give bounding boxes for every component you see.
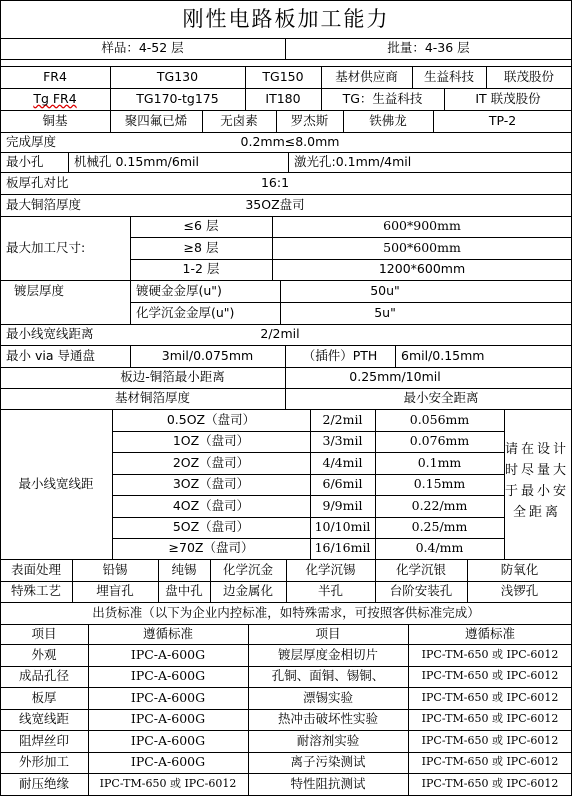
material-halogen-free: 无卤素 xyxy=(220,112,258,128)
copper-mm: 0.15mm xyxy=(413,476,466,492)
shipping-item: 漂锡实验 xyxy=(302,689,353,705)
copper-mil: 9/9mil xyxy=(322,497,363,513)
copper-mil: 10/10mil xyxy=(314,519,371,535)
special-step-hole: 台阶安装孔 xyxy=(389,583,453,599)
shipping-item: 孔铜、面铜、锡铜、 xyxy=(271,668,385,684)
shipping-item: 特性阻抗测试 xyxy=(290,775,366,791)
surface-osp: 防氧化 xyxy=(500,561,539,577)
shipping-standard: IPC-TM-650 或 IPC-6012 xyxy=(421,733,559,747)
copper-oz: 2OZ（盘司） xyxy=(172,454,250,470)
copper-oz: ≥70Z（盘司） xyxy=(168,540,254,556)
pth-value: 6mil/0.15mm xyxy=(401,347,485,363)
min-line-width-label: 最小线宽线距 xyxy=(18,475,94,491)
material-copper-base: 铜基 xyxy=(42,112,68,128)
material-tg150: TG150 xyxy=(262,68,304,84)
copper-oz: 1OZ（盘司） xyxy=(172,433,250,449)
shipping-header-item: 项目 xyxy=(31,625,57,641)
shipping-item: 成品孔径 xyxy=(18,668,69,684)
min-line-space-value: 2/2mil xyxy=(260,326,300,342)
surface-enig: 化学沉金 xyxy=(222,561,273,577)
max-size-value: 500*600mm xyxy=(383,239,461,255)
special-blind-buried: 埋盲孔 xyxy=(96,583,134,599)
finished-thickness-label: 完成厚度 xyxy=(6,133,57,149)
surface-hasl-lead: 铅锡 xyxy=(102,561,128,577)
shipping-item: 线宽线距 xyxy=(18,711,69,727)
plating-hard-gold-value: 50u" xyxy=(370,282,400,298)
copper-mil: 2/2mil xyxy=(322,411,363,427)
aspect-ratio-value: 16:1 xyxy=(260,174,290,190)
max-copper-value: 35OZ盘司 xyxy=(245,196,305,212)
surface-immersion-tin: 化学沉锡 xyxy=(305,561,356,577)
laser-hole: 激光孔:0.1mm/4mil xyxy=(294,153,412,169)
max-copper-label: 最大铜箔厚度 xyxy=(6,196,82,212)
copper-mil: 16/16mil xyxy=(314,540,371,556)
min-safe-distance-header: 最小安全距离 xyxy=(403,390,479,406)
shipping-standard: IPC-TM-650 或 IPC-6012 xyxy=(421,690,559,704)
edge-copper-label: 板边-铜箔最小距离 xyxy=(120,369,225,385)
plating-label: 镀层厚度 xyxy=(14,282,65,298)
max-size-value: 1200*600mm xyxy=(378,261,466,277)
special-label: 特殊工艺 xyxy=(10,583,61,599)
special-via-in-pad: 盘中孔 xyxy=(165,583,203,599)
material-ptfe: 聚四氟已烯 xyxy=(124,112,188,128)
max-size-layers: ≥8 层 xyxy=(183,239,219,255)
min-line-space-label: 最小线宽线距离 xyxy=(6,326,94,342)
special-edge-plating: 边金属化 xyxy=(222,583,273,599)
shipping-standard: IPC-A-600G xyxy=(130,754,206,770)
shipping-item: 阻焊丝印 xyxy=(18,732,69,748)
copper-oz: 4OZ（盘司） xyxy=(172,497,250,513)
special-castellated: 半孔 xyxy=(317,583,343,599)
copper-mil: 3/3mil xyxy=(322,433,363,449)
copper-oz: 5OZ（盘司） xyxy=(172,519,250,535)
copper-mm: 0.25/mm xyxy=(411,519,468,535)
shipping-standard: IPC-A-600G xyxy=(130,711,206,727)
shipping-standard: IPC-TM-650 或 IPC-6012 xyxy=(421,647,559,661)
surface-label: 表面处理 xyxy=(10,561,61,577)
shipping-item: 外观 xyxy=(31,646,57,662)
mechanical-hole: 机械孔 0.15mm/6mil xyxy=(74,153,199,169)
shipping-item: 镀层厚度金相切片 xyxy=(277,646,378,662)
supplier-label: 基材供应商 xyxy=(335,68,398,84)
shipping-item: 热冲击破坏性实验 xyxy=(277,711,378,727)
material-tg-fr4: Tg FR4 xyxy=(33,90,77,106)
shipping-standard: IPC-A-600G xyxy=(130,732,206,748)
shipping-header-standard: 遵循标准 xyxy=(142,625,193,641)
shipping-standard: IPC-TM-650 或 IPC-6012 xyxy=(421,755,559,769)
shipping-standard: IPC-TM-650 或 IPC-6012 xyxy=(99,776,237,790)
min-via-value: 3mil/0.075mm xyxy=(161,347,254,363)
base-copper-header: 基材铜箔厚度 xyxy=(114,390,190,406)
shipping-standard: IPC-A-600G xyxy=(130,689,206,705)
batch-layers: 批量：4-36 层 xyxy=(387,40,470,56)
material-tp2: TP-2 xyxy=(488,112,517,128)
grid-line xyxy=(0,59,572,60)
design-note: 请在设计时尽量大于最小安全距离 xyxy=(504,442,569,520)
surface-pure-tin: 纯锡 xyxy=(171,561,197,577)
max-size-layers: 1-2 层 xyxy=(182,261,220,277)
grid-line xyxy=(0,795,572,796)
page-title: 刚性电路板加工能力 xyxy=(182,6,390,31)
edge-copper-value: 0.25mm/10mil xyxy=(349,369,441,385)
shipping-header-item: 项目 xyxy=(315,625,341,641)
shipping-standard: IPC-A-600G xyxy=(130,668,206,684)
shipping-title: 出货标准（以下为企业内控标准，如特殊需求，可按照客供标准完成） xyxy=(92,604,480,620)
shipping-item: 外形加工 xyxy=(18,754,69,770)
shipping-header-standard: 遵循标准 xyxy=(464,625,515,641)
supplier-tg: TG：生益科技 xyxy=(342,90,423,106)
supplier-it: IT 联茂股份 xyxy=(475,90,541,106)
max-size-value: 600*900mm xyxy=(383,218,461,234)
copper-mil: 6/6mil xyxy=(322,476,363,492)
material-tg170: TG170-tg175 xyxy=(136,90,219,106)
material-fr4: FR4 xyxy=(43,68,67,84)
copper-mm: 0.056mm xyxy=(409,411,470,427)
copper-mm: 0.22/mm xyxy=(411,497,468,513)
copper-mm: 0.4/mm xyxy=(415,540,464,556)
material-rogers: 罗杰斯 xyxy=(290,112,329,128)
special-depth-routing: 浅锣孔 xyxy=(500,583,539,599)
max-size-label: 最大加工尺寸: xyxy=(6,239,86,255)
shipping-standard: IPC-A-600G xyxy=(130,646,206,662)
plating-enig-label: 化学沉金金厚(u") xyxy=(136,304,235,320)
material-tg130: TG130 xyxy=(156,68,199,84)
max-size-layers: ≤6 层 xyxy=(183,218,219,234)
plating-enig-value: 5u" xyxy=(374,304,396,320)
copper-mm: 0.1mm xyxy=(417,454,462,470)
shipping-item: 耐溶剂实验 xyxy=(296,732,360,748)
shipping-standard: IPC-TM-650 或 IPC-6012 xyxy=(421,669,559,683)
shipping-item: 板厚 xyxy=(31,689,57,705)
material-it180: IT180 xyxy=(265,90,301,106)
min-hole-label: 最小孔 xyxy=(6,153,44,169)
supplier-shengyi: 生益科技 xyxy=(423,68,474,84)
copper-oz: 0.5OZ（盘司） xyxy=(166,411,256,427)
material-teflon: 铁佛龙 xyxy=(369,112,407,128)
plating-hard-gold-label: 镀硬金金厚(u") xyxy=(136,282,222,298)
shipping-item: 离子污染测试 xyxy=(290,754,366,770)
shipping-item: 耐压绝缘 xyxy=(18,775,69,791)
copper-mil: 4/4mil xyxy=(322,454,363,470)
finished-thickness-value: 0.2mm≤8.0mm xyxy=(240,133,340,149)
copper-mm: 0.076mm xyxy=(409,433,470,449)
copper-oz: 3OZ（盘司） xyxy=(172,476,250,492)
pth-label: （插件）PTH xyxy=(302,347,378,363)
shipping-standard: IPC-TM-650 或 IPC-6012 xyxy=(421,712,559,726)
shipping-standard: IPC-TM-650 或 IPC-6012 xyxy=(421,776,559,790)
samples-layers: 样品：4-52 层 xyxy=(101,40,184,56)
aspect-ratio-label: 板厚孔对比 xyxy=(6,174,69,190)
supplier-itec: 联茂股份 xyxy=(503,68,554,84)
surface-immersion-silver: 化学沉银 xyxy=(395,561,446,577)
min-via-label: 最小 via 导通盘 xyxy=(6,347,95,363)
